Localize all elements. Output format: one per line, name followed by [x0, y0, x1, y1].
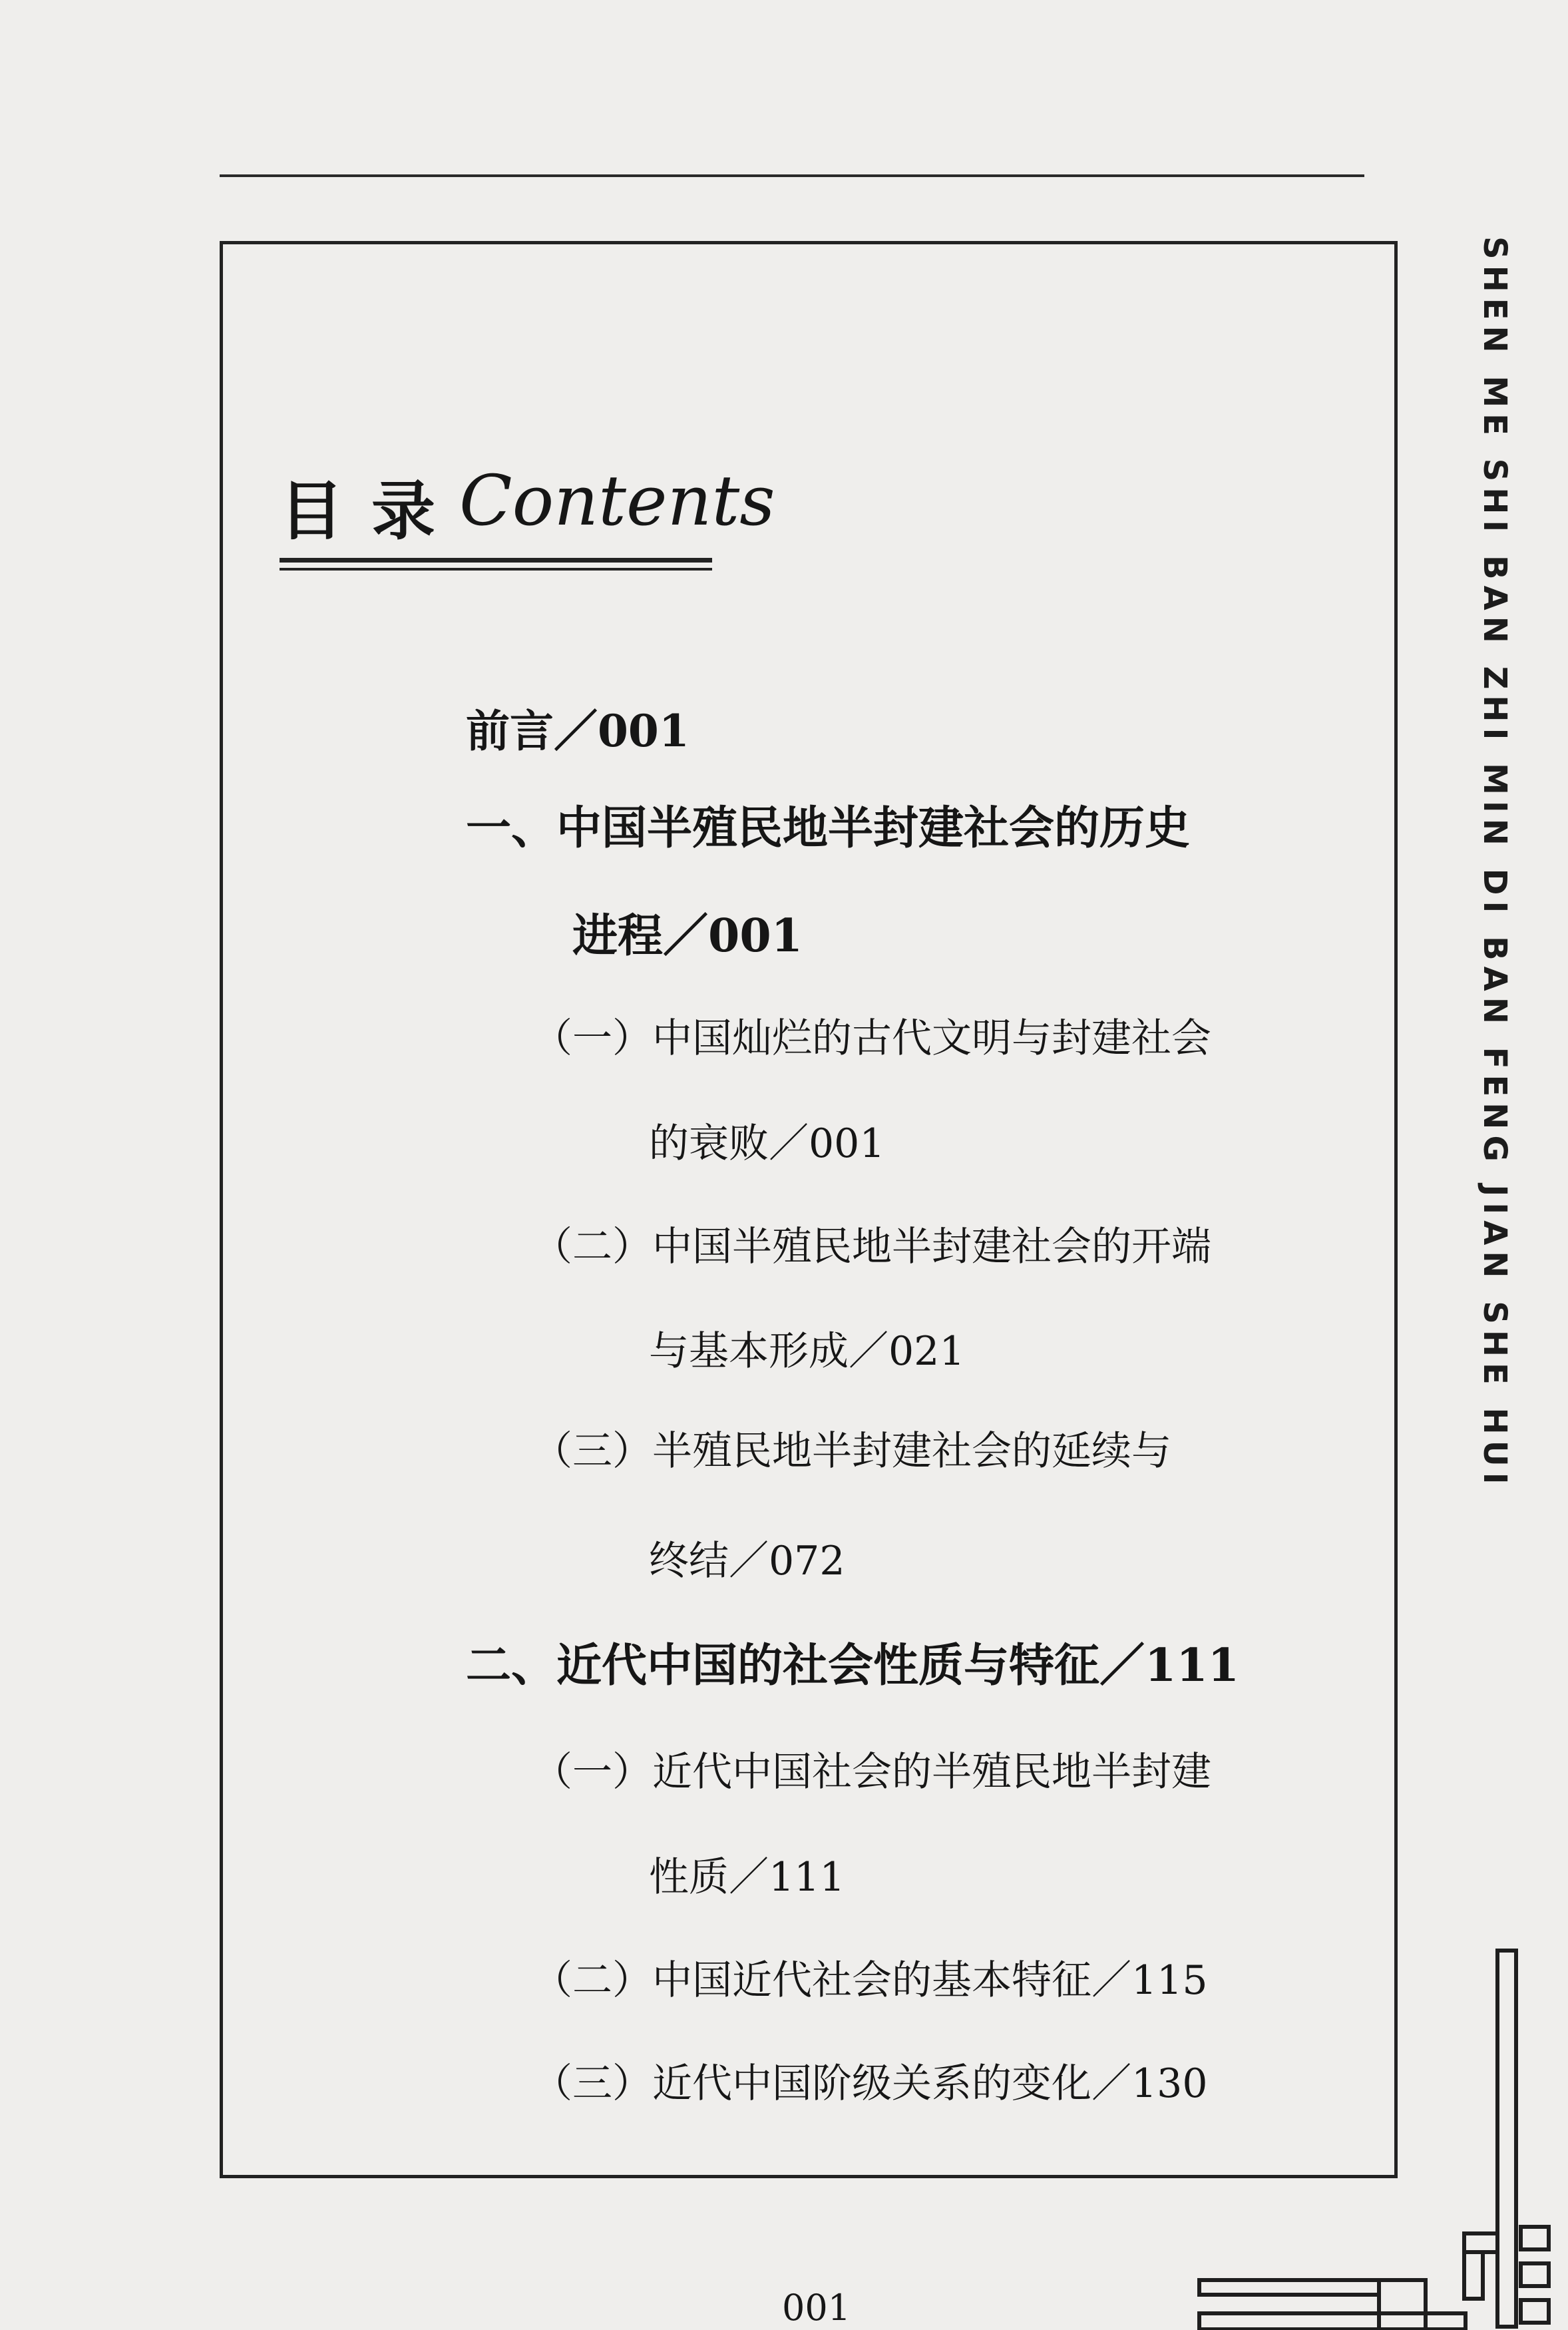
- side-running-title: SHEN ME SHI BAN ZHI MIN DI BAN FENG JIAN SHE HUI: [1476, 236, 1513, 1491]
- toc-section-1-2-line-2[interactable]: 与基本形成／021: [649, 1328, 965, 1375]
- header-rule: [220, 174, 1364, 177]
- heading-title-en: Contents: [459, 460, 775, 541]
- toc-section-1-3-line-1[interactable]: （三）半殖民地半封建社会的延续与: [532, 1428, 1171, 1475]
- heading-title-zh: 目录: [280, 473, 463, 549]
- page-number: 001: [782, 2287, 851, 2329]
- toc-section-2-1-line-1[interactable]: （一）近代中国社会的半殖民地半封建: [532, 1749, 1211, 1795]
- toc-section-1-3-line-2[interactable]: 终结／072: [649, 1538, 845, 1584]
- heading-underline-thick: [280, 558, 712, 563]
- toc-section-1-1-line-1[interactable]: （一）中国灿烂的古代文明与封建社会: [532, 1015, 1211, 1062]
- fret-ornament: [1185, 1947, 1557, 2330]
- toc-chapter-1-line-2[interactable]: 进程／001: [572, 909, 803, 963]
- toc-chapter-1-line-1[interactable]: 一、中国半殖民地半封建社会的历史: [466, 802, 1191, 855]
- toc-section-2-3[interactable]: （三）近代中国阶级关系的变化／130: [532, 2060, 1208, 2107]
- toc-entry-preface[interactable]: 前言／001: [466, 705, 689, 757]
- toc-section-1-2-line-1[interactable]: （二）中国半殖民地半封建社会的开端: [532, 1224, 1211, 1270]
- toc-section-2-2[interactable]: （二）中国近代社会的基本特征／115: [532, 1957, 1208, 2004]
- toc-section-2-1-line-2[interactable]: 性质／111: [649, 1854, 845, 1901]
- heading-underline-thin: [280, 568, 712, 571]
- toc-chapter-2[interactable]: 二、近代中国的社会性质与特征／111: [466, 1639, 1239, 1692]
- toc-section-1-1-line-2[interactable]: 的衰败／001: [649, 1120, 885, 1167]
